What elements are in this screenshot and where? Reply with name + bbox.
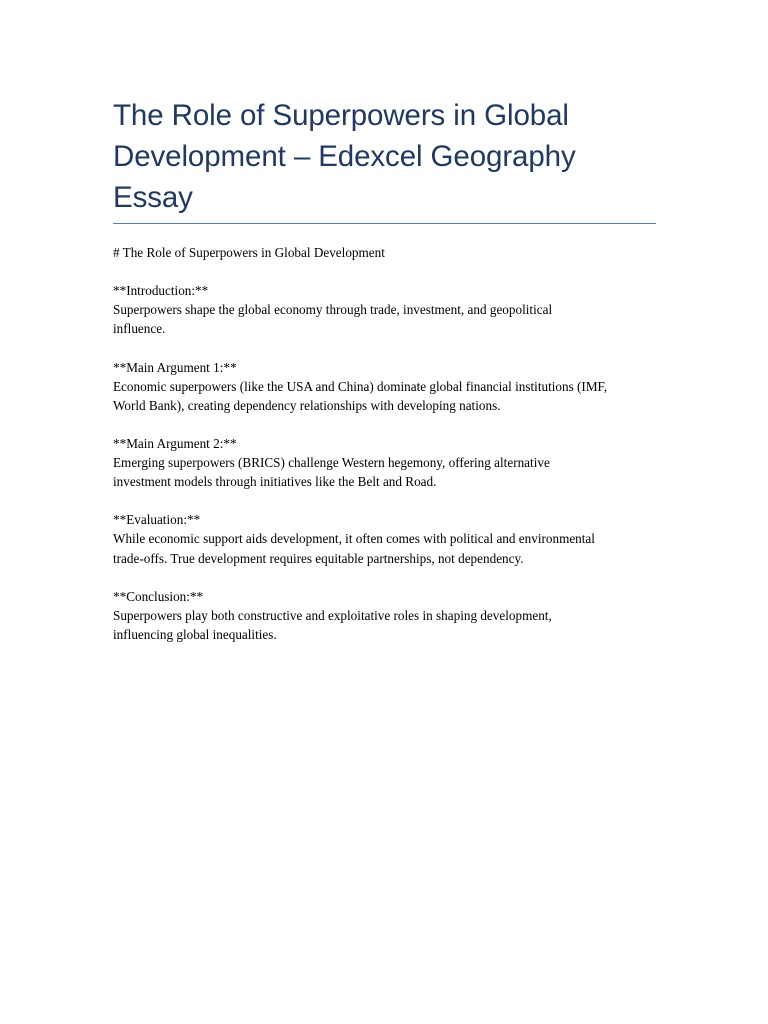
section-main-argument-1 xyxy=(113,358,656,415)
document-title-line: Essay xyxy=(113,181,193,214)
section-label: **Conclusion:** xyxy=(113,588,204,604)
heading-paragraph xyxy=(113,243,656,262)
section-text-line: trade-offs. True development requires equitable partnerships, not dependency. xyxy=(113,550,524,566)
section-text-line: While economic support aids development, it often comes with political and environmental xyxy=(113,531,595,547)
section-text-line: investment models through initiatives like the Belt and Road. xyxy=(113,474,437,490)
heading-line: # The Role of Superpowers in Global Development xyxy=(113,245,385,260)
document-title-line: The Role of Superpowers in Global xyxy=(113,99,569,132)
section-text-line: Emerging superpowers (BRICS) challenge Western hegemony, offering alternative xyxy=(113,455,550,471)
section-text-line: Superpowers play both constructive and exploitative roles in shaping development, xyxy=(113,607,552,623)
section-text-line: influence. xyxy=(113,321,166,337)
section-evaluation xyxy=(113,510,656,567)
section-text-line: Superpowers shape the global economy through trade, investment, and geopolitical xyxy=(113,302,553,318)
document-title xyxy=(113,95,656,223)
document-page xyxy=(113,95,656,663)
section-text-line: influencing global inequalities. xyxy=(113,626,277,642)
section-text-line: Economic superpowers (like the USA and China) dominate global financial institutions (IMF, xyxy=(113,378,608,394)
section-label: **Main Argument 1:** xyxy=(113,359,237,375)
document-body xyxy=(113,243,656,644)
section-label: **Introduction:** xyxy=(113,283,209,299)
section-conclusion xyxy=(113,587,656,644)
section-text-line: World Bank), creating dependency relationships with developing nations. xyxy=(113,397,501,413)
section-main-argument-2 xyxy=(113,434,656,491)
section-label: **Evaluation:** xyxy=(113,512,201,528)
section-introduction xyxy=(113,281,656,338)
title-underline xyxy=(113,223,656,224)
document-title-line: Development – Edexcel Geography xyxy=(113,140,576,173)
section-label: **Main Argument 2:** xyxy=(113,435,237,451)
